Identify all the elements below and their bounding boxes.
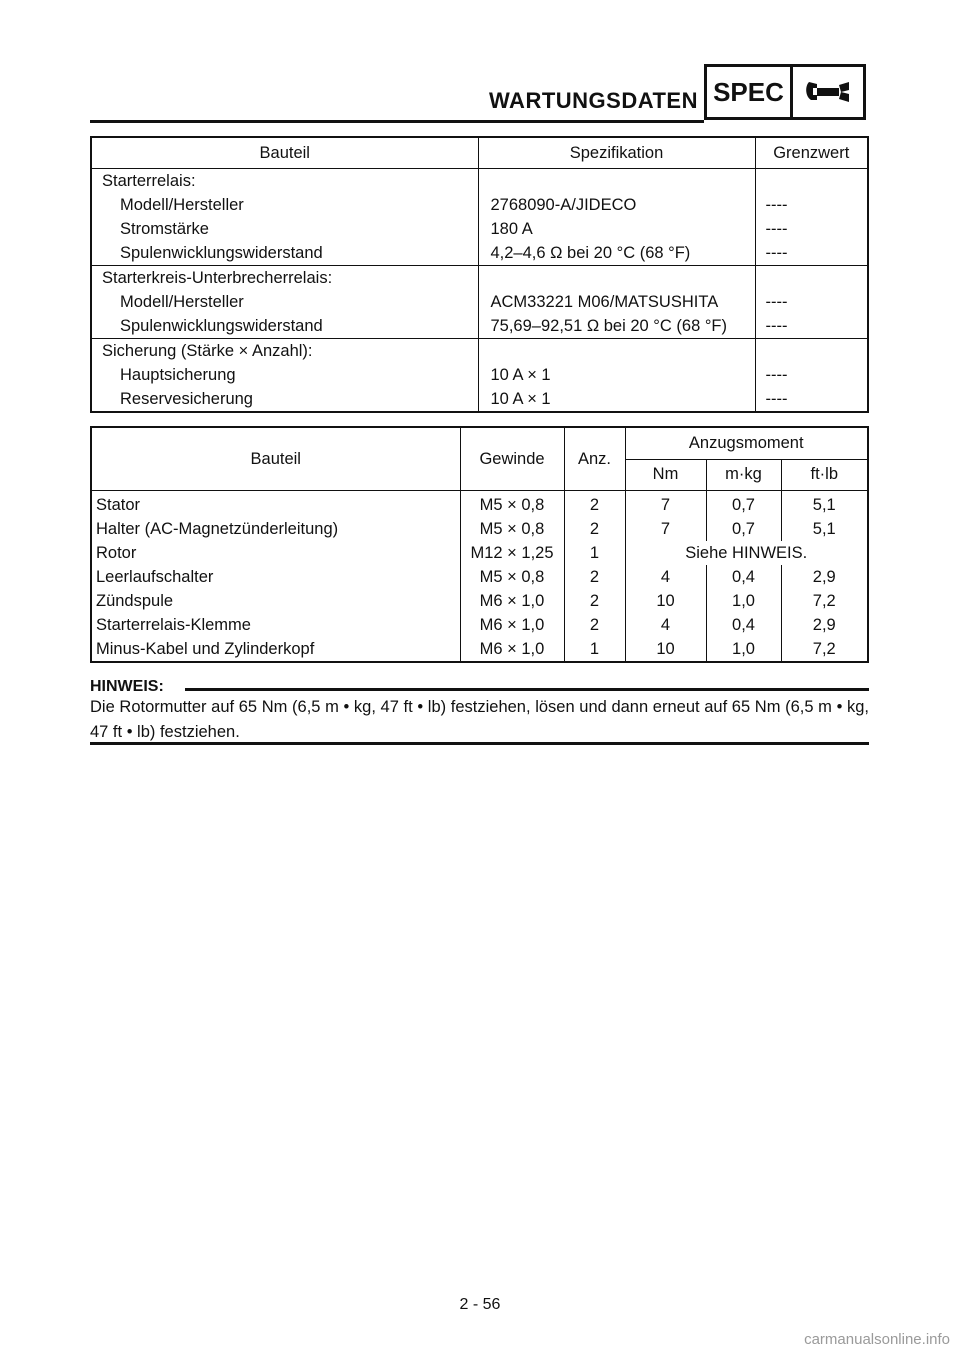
item-cell: Spulenwicklungswiderstand — [91, 314, 478, 339]
item-cell: Modell/Hersteller — [91, 290, 478, 314]
ftlb-cell: 2,9 — [812, 567, 836, 586]
nm-cell: 10 — [625, 637, 706, 662]
ftlb-cell: 7,2 — [812, 591, 836, 610]
table-row — [91, 613, 868, 637]
column-header: ft·lb — [781, 459, 868, 491]
limit-cell: ---- — [765, 243, 788, 262]
spec-cell: 10 A × 1 — [478, 363, 755, 387]
table-row — [91, 541, 868, 565]
group-row — [91, 339, 868, 364]
ftlb-cell: 5,1 — [812, 495, 836, 514]
limit-cell: ---- — [765, 316, 788, 335]
column-header: m·kg — [706, 459, 781, 491]
spec-cell: 10 A × 1 — [478, 387, 755, 412]
thread-cell: M6 × 1,0 — [460, 637, 564, 662]
wrench-icon — [793, 67, 863, 117]
table-row — [91, 565, 868, 589]
table-row — [91, 387, 868, 412]
table-row — [91, 363, 868, 387]
ftlb-cell: 7,2 — [812, 639, 836, 658]
part-cell: Halter (AC-Magnetzünderleitung) — [91, 517, 460, 541]
torque-table — [90, 426, 869, 663]
page-title: WARTUNGSDATEN — [489, 88, 698, 113]
hinweis-rule — [185, 688, 869, 691]
column-header: Anzugsmoment — [625, 427, 868, 459]
spec-cell: 75,69–92,51 Ω bei 20 °C (68 °F) — [478, 314, 755, 339]
qty-cell: 2 — [564, 589, 625, 613]
ftlb-cell: 2,9 — [812, 615, 836, 634]
nm-cell: 7 — [625, 517, 706, 541]
column-header: Nm — [625, 459, 706, 491]
qty-cell: 1 — [564, 637, 625, 662]
thread-cell: M12 × 1,25 — [460, 541, 564, 565]
mkg-cell: 0,7 — [706, 491, 781, 518]
group-row — [91, 266, 868, 291]
page-number: 2 - 56 — [459, 1296, 501, 1313]
part-cell: Stator — [91, 491, 460, 518]
mkg-cell: 0,4 — [706, 613, 781, 637]
limit-cell: ---- — [765, 389, 788, 408]
group-title: Sicherung (Stärke × Anzahl): — [91, 339, 478, 364]
hinweis-text: Die Rotormutter auf 65 Nm (6,5 m • kg, 47 ft • lb) festziehen, lösen und dann erneut auf 65 Nm (6,5 m • kg, 47 ft • lb) festziehen. — [90, 698, 869, 741]
column-header: Bauteil — [91, 137, 478, 169]
nm-cell: 7 — [625, 491, 706, 518]
column-header: Anz. — [564, 427, 625, 491]
spec-label: SPEC — [707, 67, 793, 117]
table-row — [91, 491, 868, 518]
hinweis-bottom-rule — [90, 742, 869, 745]
part-cell: Minus-Kabel und Zylinderkopf — [91, 637, 460, 662]
qty-cell: 2 — [564, 565, 625, 589]
spec-cell: 180 A — [478, 217, 755, 241]
group-title: Starterkreis-Unterbrecherrelais: — [91, 266, 478, 291]
limit-cell: ---- — [765, 195, 788, 214]
mkg-cell: 1,0 — [706, 589, 781, 613]
group-title: Starterrelais: — [91, 169, 478, 194]
limit-cell: ---- — [765, 365, 788, 384]
column-header: Bauteil — [91, 427, 460, 491]
thread-cell: M6 × 1,0 — [460, 589, 564, 613]
spec-table-electrical — [90, 136, 869, 413]
table-row — [91, 241, 868, 266]
header-rule — [90, 120, 704, 123]
part-cell: Starterrelais-Klemme — [91, 613, 460, 637]
table-row — [91, 637, 868, 662]
ftlb-cell: 5,1 — [812, 519, 836, 538]
group-row — [91, 169, 868, 194]
mkg-cell: 1,0 — [706, 637, 781, 662]
qty-cell: 2 — [564, 613, 625, 637]
table-row — [91, 290, 868, 314]
spec-badge — [704, 64, 866, 120]
part-cell: Leerlaufschalter — [91, 565, 460, 589]
thread-cell: M6 × 1,0 — [460, 613, 564, 637]
part-cell: Zündspule — [91, 589, 460, 613]
table-header-row — [91, 137, 868, 169]
nm-cell: 4 — [625, 565, 706, 589]
limit-cell: ---- — [765, 219, 788, 238]
item-cell: Modell/Hersteller — [91, 193, 478, 217]
limit-cell: ---- — [765, 292, 788, 311]
watermark: carmanualsonline.info — [804, 1331, 950, 1348]
column-header: Grenzwert — [755, 137, 868, 169]
nm-cell: 10 — [625, 589, 706, 613]
note-cell: Siehe HINWEIS. — [685, 543, 808, 562]
item-cell: Stromstärke — [91, 217, 478, 241]
item-cell: Hauptsicherung — [91, 363, 478, 387]
thread-cell: M5 × 0,8 — [460, 565, 564, 589]
qty-cell: 2 — [564, 491, 625, 518]
qty-cell: 2 — [564, 517, 625, 541]
item-cell: Spulenwicklungswiderstand — [91, 241, 478, 266]
spec-cell: 2768090-A/JIDECO — [478, 193, 755, 217]
item-cell: Reservesicherung — [91, 387, 478, 412]
column-header: Spezifikation — [478, 137, 755, 169]
mkg-cell: 0,7 — [706, 517, 781, 541]
spec-cell: 4,2–4,6 Ω bei 20 °C (68 °F) — [478, 241, 755, 266]
table-row — [91, 217, 868, 241]
thread-cell: M5 × 0,8 — [460, 491, 564, 518]
column-header: Gewinde — [460, 427, 564, 491]
spec-cell: ACM33221 M06/MATSUSHITA — [478, 290, 755, 314]
nm-cell: 4 — [625, 613, 706, 637]
qty-cell: 1 — [564, 541, 625, 565]
hinweis-label: HINWEIS: — [90, 678, 164, 695]
thread-cell: M5 × 0,8 — [460, 517, 564, 541]
table-row — [91, 517, 868, 541]
table-row — [91, 193, 868, 217]
table-row — [91, 589, 868, 613]
part-cell: Rotor — [91, 541, 460, 565]
mkg-cell: 0,4 — [706, 565, 781, 589]
table-row — [91, 314, 868, 339]
